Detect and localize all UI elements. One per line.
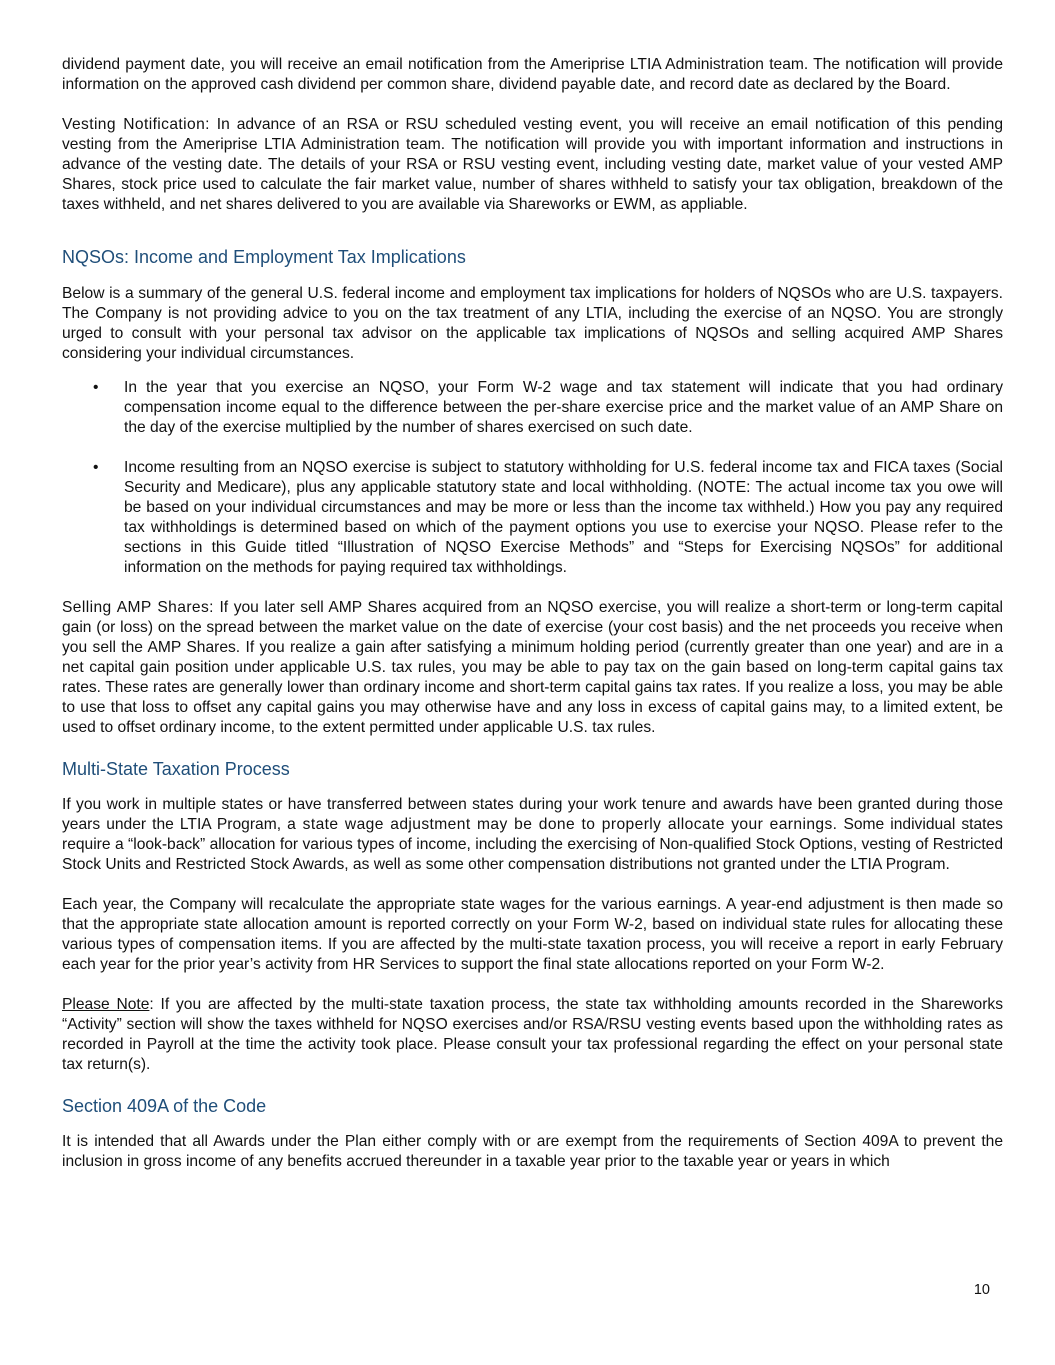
selling-amp-shares-paragraph [62, 598, 1003, 738]
nqso-bullet-list [62, 378, 1003, 578]
multistate-text-a: If you work in multiple states or have transferred between states during your work tenure and awards have been granted during those years under the LTIA Program, [62, 796, 1003, 833]
list-item [62, 378, 1003, 438]
vesting-notification-paragraph [62, 115, 1003, 215]
multistate-heading: Multi-State Taxation Process [62, 759, 290, 779]
page-number: 10 [973, 1282, 990, 1298]
bullet-icon: • [93, 379, 99, 396]
please-note-label: Please Note [62, 996, 150, 1013]
document-page [62, 55, 1003, 1172]
multistate-text-c: Some individual states require a “look-back” allocation for various types of income, including the exercising of Non-qualified Stock Options, vesting of Restricted Stock Units and Restricted Stock Awards, as well as some other compensation distributions not granted under the LTIA Program. [62, 816, 1003, 873]
bullet-icon: • [93, 459, 99, 476]
list-item [62, 458, 1003, 578]
multistate-paragraph-1 [62, 795, 1003, 875]
nqso-intro-paragraph: Below is a summary of the general U.S. federal income and employment tax implications for holders of NQSOs who are U.S. taxpayers. The Company is not providing advice to you on the tax treatment of any LTIA, including the exercise of an NQSO. You are strongly urged to consult with your personal tax advisor on the applicable tax implications of NQSOs and selling acquired AMP Shares considering your individual circumstances. [62, 285, 1003, 362]
vesting-notification-label: Vesting Notification: [62, 116, 210, 133]
vesting-notification-text: In advance of an RSA or RSU scheduled vesting event, you will receive an email notification of this pending vesting from the Ameriprise LTIA Administration team. The notification will provide you with important information and instructions in advance of the vesting date. The details of your RSA or RSU vesting event, including vesting date, market value of your vested AMP Shares, stock price used to calculate the fair market value, number of shares withheld to satisfy your tax obligation, breakdown of the taxes withheld, and net shares delivered to you are available via Shareworks or EWM, as appliable. [62, 116, 1004, 213]
selling-amp-shares-label: Selling AMP Shares: [62, 599, 214, 616]
section-409a-heading: Section 409A of the Code [62, 1096, 267, 1116]
bullet-text: Income resulting from an NQSO exercise is subject to statutory withholding for U.S. federal income tax and FICA taxes (Social Security and Medicare), plus any applicable statutory state and local withholding. (NOTE: The actual income tax you owe will be based on your individual circumstances and may be more or less than the income tax withheld.) How you pay any required tax withholdings is determined based on which of the payment options you use to exercise your NQSO. Please refer to the sections in this Guide titled “Illustration of NQSO Exercise Methods” and “Steps for Exercising NQSOs” for additional information on the methods for paying required tax withholdings. [124, 459, 1003, 576]
please-note-paragraph [62, 995, 1003, 1075]
bullet-text: In the year that you exercise an NQSO, your Form W-2 wage and tax statement will indicate that you had ordinary compensation income equal to the difference between the per-share exercise price and the market value of an AMP Share on the day of the exercise multiplied by the number of shares exercised on such date. [124, 379, 1003, 436]
selling-amp-shares-text: If you later sell AMP Shares acquired from an NQSO exercise, you will realize a short-term or long-term capital gain (or loss) on the spread between the market value on the date of exercise (your cost basis) and the net proceeds you receive when you sell the AMP Shares. If you realize a gain after satisfying a minimum holding period (currently greater than one year) and are in a net capital gain position under applicable U.S. tax rules, you may be able to pay tax on the gain based on long-term capital gains tax rates. These rates are generally lower than ordinary income and short-term capital gains tax rates. If you realize a loss, you may be able to use that loss to offset any capital gains you may otherwise have and any loss in excess of capital gains may, to a limited extent, be used to offset ordinary income, to the extent permitted under applicable U.S. tax rules. [62, 599, 1003, 736]
multistate-text-b: a state wage adjustment may be done to properly allocate your earnings. [287, 816, 838, 833]
multistate-paragraph-2: Each year, the Company will recalculate the appropriate state wages for the various earnings. A year-end adjustment is then made so that the appropriate state allocation amount is reported correctly on your Form W-2, based on individual state rules for allocating these various types of compensation items. If you are affected by the multi-state taxation process, you will receive a report in early February each year for the prior year’s activity from HR Services to support the final state allocations reported on your Form W-2. [62, 896, 1003, 973]
please-note-text: : If you are affected by the multi-state taxation process, the state tax withholding amounts recorded in the Shareworks “Activity” section will show the taxes withheld for NQSO exercises and/or RSA/RSU vesting events based upon the withholding rates as recorded in Payroll at the time the activity took place. Please consult your tax professional regarding the effect on your personal state tax return(s). [62, 996, 1004, 1073]
nqso-heading: NQSOs: Income and Employment Tax Implications [62, 247, 466, 267]
intro-paragraph: dividend payment date, you will receive an email notification from the Ameriprise LTIA Administration team. The notification will provide information on the approved cash dividend per common share, dividend payable date, and record date as declared by the Board. [62, 56, 1003, 93]
section-409a-paragraph: It is intended that all Awards under the Plan either comply with or are exempt from the requirements of Section 409A to prevent the inclusion in gross income of any benefits accrued thereunder in a taxable year prior to the taxable year or years in which [62, 1133, 1003, 1170]
